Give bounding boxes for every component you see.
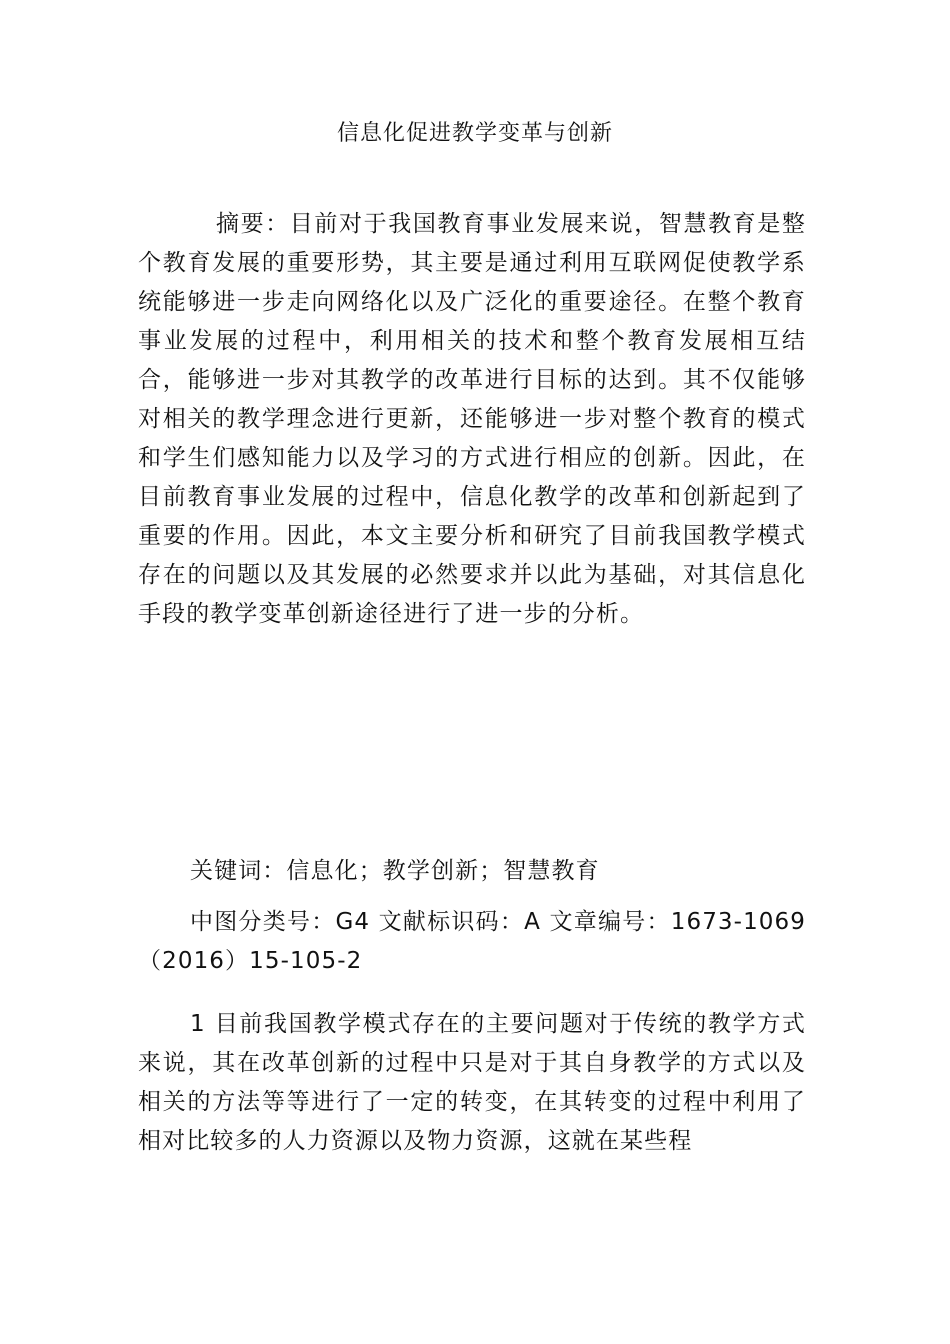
keywords-text: 关键词：信息化；教学创新；智慧教育 xyxy=(190,858,600,884)
abstract-paragraph xyxy=(138,205,806,634)
section-1-paragraph xyxy=(138,1005,806,1161)
abstract-text: 摘要：目前对于我国教育事业发展来说，智慧教育是整个教育发展的重要形势，其主要是通过利用互联网促使教学系统能够进一步走向网络化以及广泛化的重要途径。在整个教育事业发展的过程中，利用相关的技术和整个教育发展相互结合，能够进一步对其教学的改革进行目标的达到。其不仅能够对相关的教学理念进行更新，还能够进一步对整个教育的模式和学生们感知能力以及学习的方式进行相应的创新。因此，在目前教育事业发展的过程中，信息化教学的改革和创新起到了重要的作用。因此，本文主要分析和研究了目前我国教学模式存在的问题以及其发展的必然要求并以此为基础，对其信息化手段的教学变革创新途径进行了进一步的分析。 xyxy=(138,211,806,627)
document-title: 信息化促进教学变革与创新 xyxy=(336,121,613,146)
section-1-text: 1 目前我国教学模式存在的主要问题对于传统的教学方式来说，其在改革创新的过程中只是对于其自身教学的方式以及相关的方法等等进行了一定的转变，在其转变的过程中利用了相对比较多的人力资源以及物力资源，这就在某些程 xyxy=(138,1011,806,1154)
classification-text: 中图分类号：G4 文献标识码：A 文章编号：1673-1069（2016）15-105-2 xyxy=(138,909,806,974)
classification-line xyxy=(138,903,806,981)
keywords-line xyxy=(138,852,806,891)
